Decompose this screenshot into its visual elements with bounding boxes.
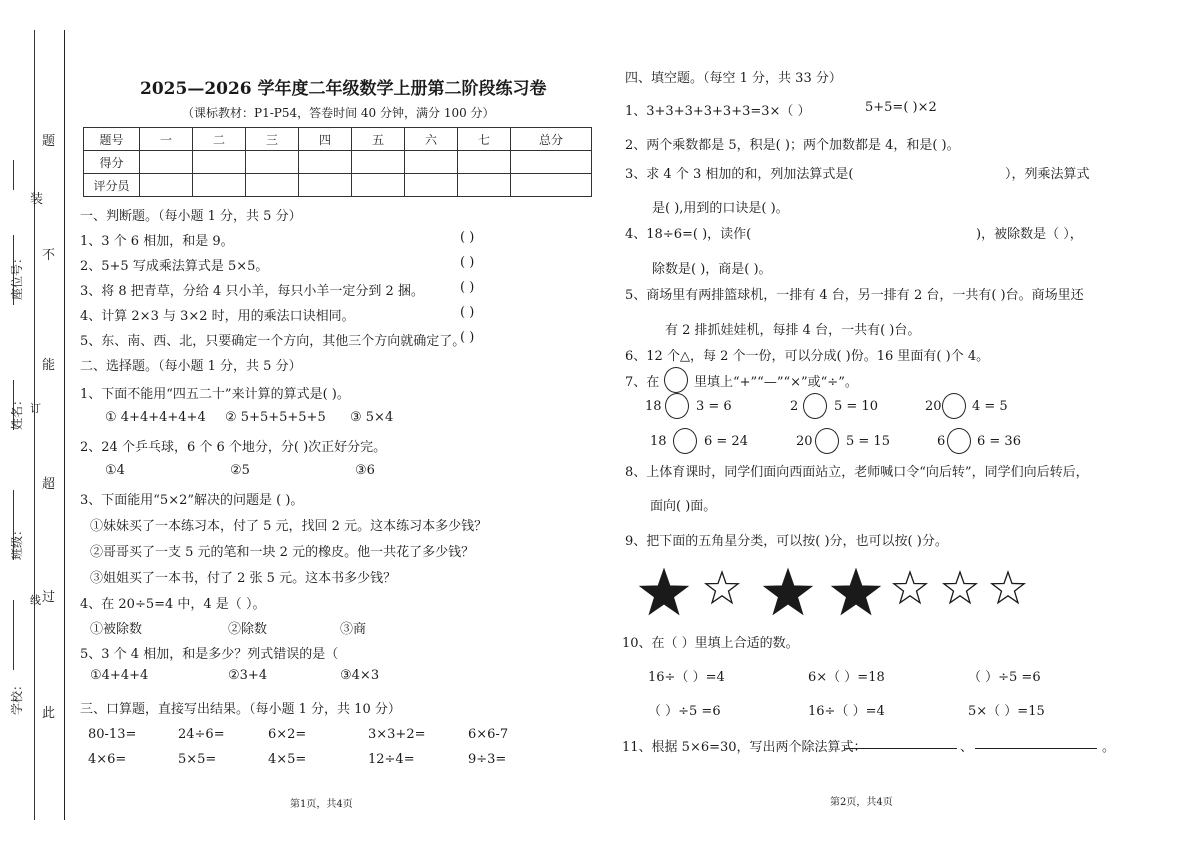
grader-cell[interactable] — [458, 174, 511, 197]
fill-question-2: 2、两个乘数都是 5，积是( )；两个加数都是 4，和是( )。 — [625, 138, 960, 153]
outline-star-icon — [704, 569, 740, 605]
equation-left: 20 — [925, 399, 942, 414]
margin-char: 能 — [42, 358, 56, 373]
choice-option[interactable]: ②哥哥买了一支 5 元的笔和一块 2 元的橡皮。他一共花了多少钱？ — [90, 545, 475, 560]
fill-question-5b: 有 2 排抓娃娃机，每排 4 台，一共有( )台。 — [665, 323, 921, 338]
score-table-header — [84, 128, 592, 151]
name-label: 姓名： — [10, 393, 24, 430]
section-3-title: 三、口算题，直接写出结果。（每小题 1 分，共 10 分） — [80, 702, 401, 717]
score-cell[interactable] — [352, 151, 405, 174]
table-cell: 三 — [246, 128, 299, 151]
score-table — [83, 127, 592, 197]
grader-cell[interactable] — [246, 174, 299, 197]
fill-blank-item[interactable]: 16÷（ ）=4 — [808, 704, 885, 719]
choice-option[interactable]: ③4×3 — [340, 668, 380, 683]
choice-question-2: 2、24 个乒乓球，6 个 6 个地分，分( )次正好分完。 — [80, 440, 387, 455]
grader-row — [84, 174, 592, 197]
equation-left: 18 — [645, 399, 662, 414]
answer-paren[interactable]: ( ) — [460, 305, 475, 320]
mental-math-item: 6×2= — [268, 727, 307, 742]
score-cell[interactable] — [193, 151, 246, 174]
score-cell[interactable] — [246, 151, 299, 174]
margin-char: 题 — [42, 134, 56, 149]
table-cell: 题号 — [84, 128, 140, 151]
filled-star-icon — [830, 566, 882, 618]
mental-math-item: 4×5= — [268, 752, 307, 767]
margin-char: 不 — [42, 248, 56, 263]
fill-question-3a: 3、求 4 个 3 相加的和，列加法算式是( — [625, 167, 854, 182]
equation-right: 5 = 10 — [834, 399, 878, 414]
equation-right: 6 = 24 — [704, 434, 748, 449]
fill-question-5a: 5、商场里有两排篮球机，一排有 4 台，另一排有 2 台，一共有( )台。商场里还 — [625, 288, 1084, 303]
operator-circle[interactable] — [673, 428, 697, 454]
table-cell: 七 — [458, 128, 511, 151]
grader-cell[interactable] — [140, 174, 193, 197]
choice-option[interactable]: ③ 5×4 — [350, 410, 394, 425]
equation-right: 6 = 36 — [977, 434, 1021, 449]
fill-question-7-pre: 7、在 — [625, 375, 660, 390]
answer-paren[interactable]: ( ) — [460, 280, 475, 295]
score-cell[interactable] — [458, 151, 511, 174]
filled-star-icon — [638, 566, 690, 618]
fill-question-11: 11、根据 5×6=30，写出两个除法算式： — [622, 740, 867, 755]
table-cell: 总分 — [511, 128, 592, 151]
fill-blank-item[interactable]: 6×（ ）=18 — [808, 670, 885, 685]
period: 。 — [1102, 740, 1116, 755]
seat-number-label: 座位号： — [10, 251, 24, 300]
grader-cell[interactable] — [352, 174, 405, 197]
choice-option[interactable]: ②5 — [230, 463, 250, 478]
side-rule — [13, 160, 14, 190]
choice-option[interactable]: ②除数 — [228, 622, 268, 637]
judge-question-3: 3、将 8 把青草，分给 4 只小羊，每只小羊一定分到 2 捆。 — [80, 284, 424, 299]
fill-question-6: 6、12 个△，每 2 个一份，可以分成( )份。16 里面有( )个 4。 — [625, 349, 990, 364]
table-cell: 评分员 — [84, 174, 140, 197]
section-1-title: 一、判断题。（每小题 1 分，共 5 分） — [80, 209, 302, 224]
score-cell[interactable] — [405, 151, 458, 174]
margin-char: 此 — [42, 706, 56, 721]
mental-math-item: 3×3+2= — [368, 727, 426, 742]
section-2-title: 二、选择题。（每小题 1 分，共 5 分） — [80, 359, 302, 374]
table-cell: 四 — [299, 128, 352, 151]
answer-line[interactable] — [975, 748, 1097, 749]
grader-cell[interactable] — [299, 174, 352, 197]
fill-question-4b: )，被除数是（ ）， — [976, 227, 1083, 242]
operator-circle[interactable] — [664, 367, 688, 393]
choice-question-4: 4、在 20÷5=4 中，4 是（ ）。 — [80, 597, 266, 612]
equation-left: 20 — [796, 434, 813, 449]
mental-math-item: 12÷4= — [368, 752, 415, 767]
margin-line-inner — [64, 30, 65, 820]
choice-option[interactable]: ①被除数 — [90, 622, 143, 637]
margin-line-outer — [34, 30, 35, 820]
fill-question-3c: 是( ),用到的口诀是( )。 — [652, 201, 789, 216]
outline-star-icon — [990, 569, 1026, 605]
answer-line[interactable] — [845, 748, 957, 749]
choice-question-5: 5、3 个 4 相加，和是多少？列式错误的是（ — [80, 647, 339, 662]
page-footer-left: 第1页，共4页 — [290, 799, 353, 810]
choice-option[interactable]: ①4 — [105, 463, 125, 478]
exam-subtitle: （课标教材：P1-P54，答卷时间 40 分钟，满分 100 分） — [182, 106, 495, 120]
fill-blank-item[interactable]: （ ）÷5 =6 — [968, 670, 1041, 685]
equation-right: 4 = 5 — [972, 399, 1008, 414]
choice-option[interactable]: ① 4+4+4+4+4 — [105, 410, 206, 425]
mental-math-item: 24÷6= — [178, 727, 225, 742]
fill-blank-item[interactable]: 5×（ ）=15 — [968, 704, 1045, 719]
table-cell: 五 — [352, 128, 405, 151]
judge-question-2: 2、5+5 写成乘法算式是 5×5。 — [80, 259, 269, 274]
margin-char: 装 — [30, 192, 44, 207]
equation-left: 6 — [937, 434, 946, 449]
fill-question-10: 10、在（ ）里填上合适的数。 — [622, 636, 799, 651]
choice-option[interactable]: ①妹妹买了一本练习本，付了 5 元，找回 2 元。这本练习本多少钱？ — [90, 519, 488, 534]
equation-right: 5 = 15 — [846, 434, 890, 449]
score-cell[interactable] — [140, 151, 193, 174]
judge-question-5: 5、东、南、西、北，只要确定一个方向，其他三个方向就确定了。 — [80, 334, 466, 349]
operator-circle[interactable] — [665, 393, 689, 419]
fill-question-8a: 8、上体育课时，同学们面向西面站立，老师喊口令“向后转”，同学们向后转后， — [625, 465, 1089, 480]
exam-title: 2025—2026 学年度二年级数学上册第二阶段练习卷 — [140, 79, 547, 99]
grader-cell[interactable] — [193, 174, 246, 197]
fill-question-1a: 1、3+3+3+3+3+3=3×（ ） — [625, 104, 811, 119]
filled-star-icon — [762, 566, 814, 618]
fill-question-3b: ），列乘法算式 — [1005, 167, 1090, 182]
school-label: 学校： — [10, 678, 24, 715]
outline-star-icon — [942, 569, 978, 605]
grader-cell[interactable] — [405, 174, 458, 197]
mental-math-item: 80-13= — [88, 727, 137, 742]
operator-circle[interactable] — [947, 428, 971, 454]
fill-question-7-post: 里填上“+”“—”“×”或“÷”。 — [694, 375, 858, 390]
table-cell: 六 — [405, 128, 458, 151]
mental-math-item: 9÷3= — [468, 752, 507, 767]
fill-question-1b: 5+5=( )×2 — [865, 100, 937, 115]
table-cell: 二 — [193, 128, 246, 151]
table-cell: 一 — [140, 128, 193, 151]
fill-blank-item[interactable]: （ ）÷5 =6 — [648, 704, 721, 719]
operator-circle[interactable] — [942, 393, 966, 419]
judge-question-1: 1、3 个 6 相加，和是 9。 — [80, 234, 234, 249]
fill-question-8b: 面向( )面。 — [650, 499, 717, 514]
mental-math-item: 6×6-7 — [468, 727, 509, 742]
judge-question-4: 4、计算 2×3 与 3×2 时，用的乘法口诀相同。 — [80, 309, 355, 324]
choice-option[interactable]: ①4+4+4 — [90, 668, 149, 683]
table-cell: 得分 — [84, 151, 140, 174]
choice-option[interactable]: ③商 — [340, 622, 367, 637]
choice-option[interactable]: ②3+4 — [228, 668, 268, 683]
side-rule — [13, 600, 14, 670]
class-label: 班级： — [10, 523, 24, 560]
score-cell[interactable] — [299, 151, 352, 174]
choice-question-1: 1、下面不能用“四五二十”来计算的算式是( )。 — [80, 387, 350, 402]
choice-option[interactable]: ② 5+5+5+5+5 — [225, 410, 326, 425]
equation-left: 18 — [650, 434, 667, 449]
fill-question-9: 9、把下面的五角星分类，可以按( )分，也可以按( )分。 — [625, 534, 948, 549]
mental-math-item: 5×5= — [178, 752, 217, 767]
answer-paren[interactable]: ( ) — [460, 230, 475, 245]
fill-blank-item[interactable]: 16÷（ ）=4 — [648, 670, 725, 685]
grader-cell[interactable] — [511, 174, 592, 197]
answer-paren[interactable]: ( ) — [460, 330, 475, 345]
fill-question-4a: 4、18÷6=( )，读作( — [625, 227, 752, 242]
margin-char: 过 — [42, 590, 56, 605]
operator-circle[interactable] — [803, 393, 827, 419]
separator: 、 — [960, 740, 974, 755]
answer-paren[interactable]: ( ) — [460, 255, 475, 270]
margin-char: 线 — [30, 594, 41, 607]
choice-option[interactable]: ③6 — [355, 463, 375, 478]
section-4-title: 四、填空题。（每空 1 分，共 33 分） — [625, 71, 842, 86]
choice-question-3: 3、下面能用“5×2”解决的问题是 ( )。 — [80, 493, 304, 508]
equation-left: 2 — [790, 399, 799, 414]
outline-star-icon — [892, 569, 928, 605]
page-footer-right: 第2页，共4页 — [830, 797, 893, 808]
margin-char: 超 — [42, 477, 56, 492]
fill-question-4c: 除数是( )，商是( )。 — [652, 262, 772, 277]
margin-char: 订 — [30, 402, 41, 415]
mental-math-item: 4×6= — [88, 752, 127, 767]
operator-circle[interactable] — [815, 428, 839, 454]
score-cell[interactable] — [511, 151, 592, 174]
score-row — [84, 151, 592, 174]
choice-option[interactable]: ③姐姐买了一本书，付了 2 张 5 元。这本书多少钱？ — [90, 571, 397, 586]
equation-right: 3 = 6 — [696, 399, 732, 414]
